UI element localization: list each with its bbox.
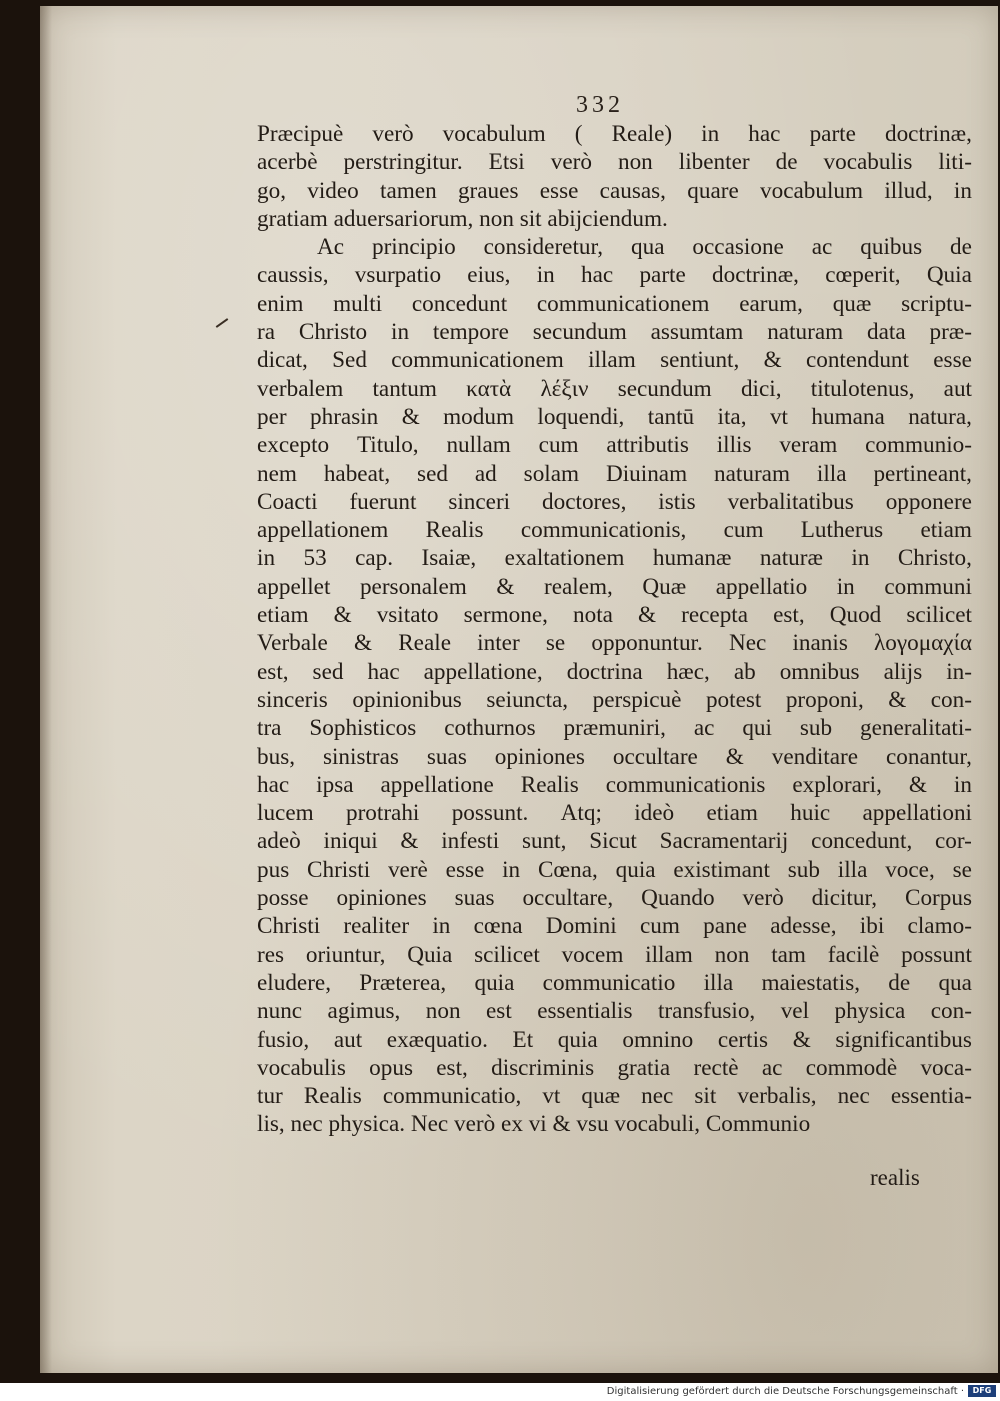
text-line: ra Christo in tempore secundum assumtam naturam data præ- (257, 319, 972, 346)
page-number: 332 (576, 92, 624, 118)
footer-credit: Digitalisierung gefördert durch die Deutsche Forschungsgemeinschaft · (606, 1386, 964, 1397)
text-line: per phrasin & modum loquendi, tantū ita, vt humana natura, (257, 403, 972, 430)
text-line: Coacti fuerunt sinceri doctores, istis verbalitatibus opponere (257, 488, 972, 515)
text-line: caussis, vsurpatio eius, in hac parte doctrinæ, cœperit, Quia (257, 262, 972, 289)
text-line: est, sed hac appellatione, doctrina hæc, ab omnibus alijs in- (257, 658, 972, 685)
text-line: pus Christi verè esse in Cœna, quia existimant sub illa voce, se (257, 856, 972, 883)
text-line: enim multi concedunt communicationem earum, quæ scriptu- (257, 290, 972, 317)
text-line: lucem protrahi possunt. Atq; ideò etiam huic appellationi (257, 800, 972, 827)
text-line: Præcipuè verò vocabulum ( Reale) in hac parte doctrinæ, (257, 121, 972, 147)
text-line: Verbale & Reale inter se opponuntur. Nec inanis λογομαχία (257, 630, 972, 657)
text-line: Ac principio consideretur, qua occasione ac quibus de (317, 234, 972, 261)
text-line: go, video tamen graues esse causas, quare vocabulum illud, in (257, 177, 972, 204)
text-line: verbalem tantum κατὰ λέξιν secundum dici, titulotenus, aut (257, 375, 972, 402)
text-line: appellationem Realis communicationis, cum Lutherus etiam (257, 517, 972, 544)
dfg-logo: DFG (968, 1385, 996, 1397)
body-text (257, 120, 972, 1139)
text-line: dicat, Sed communicationem illam sentiunt, & contendunt esse (257, 347, 972, 374)
catchword: realis (870, 1165, 920, 1190)
text-line: nem habeat, sed ad solam Diuinam naturam illa pertineant, (257, 460, 972, 487)
text-line: vocabulis opus est, discriminis gratia rectè ac commodè voca- (257, 1054, 972, 1081)
text-line: appellet personalem & realem, Quæ appellatio in communi (257, 573, 972, 600)
text-line: adeò iniqui & infesti sunt, Sicut Sacramentarij concedunt, cor- (257, 828, 972, 855)
text-line: fusio, aut exæquatio. Et quia omnino certis & significantibus (257, 1026, 972, 1053)
text-line: posse opiniones suas occultare, Quando verò dicitur, Corpus (257, 885, 972, 912)
text-line: hac ipsa appellatione Realis communicationis explorari, & in (257, 771, 972, 798)
text-line: gratiam aduersariorum, non sit abijciendum. (257, 205, 668, 232)
text-line: in 53 cap. Isaiæ, exaltationem humanæ naturæ in Christo, (257, 545, 972, 572)
text-line: eludere, Præterea, quia communicatio illa maiestatis, de qua (257, 969, 972, 996)
text-line: bus, sinistras suas opiniones occultare & venditare conantur, (257, 743, 972, 770)
text-line: nunc agimus, non est essentialis transfusio, vel physica con- (257, 998, 972, 1025)
text-line: excepto Titulo, nullam cum attributis illis veram communio- (257, 432, 972, 459)
text-line: acerbè perstringitur. Etsi verò non libenter de vocabulis liti- (257, 149, 972, 176)
text-line: tur Realis communicatio, vt quæ nec sit verbalis, nec essentia- (257, 1083, 972, 1110)
text-line: Christi realiter in cœna Domini cum pane adesse, ibi clamo- (257, 913, 972, 940)
text-line: sinceris opinionibus seiuncta, perspicuè potest proponi, & con- (257, 686, 972, 713)
text-line: res oriuntur, Quia scilicet vocem illam non tam facilè possunt (257, 941, 972, 968)
text-line: etiam & vsitato sermone, nota & recepta est, Quod scilicet (257, 602, 972, 629)
text-line: lis, nec physica. Nec verò ex vi & vsu vocabuli, Communio (257, 1111, 811, 1138)
text-line: tra Sophisticos cothurnos præmuniri, ac qui sub generalitati- (257, 715, 972, 742)
